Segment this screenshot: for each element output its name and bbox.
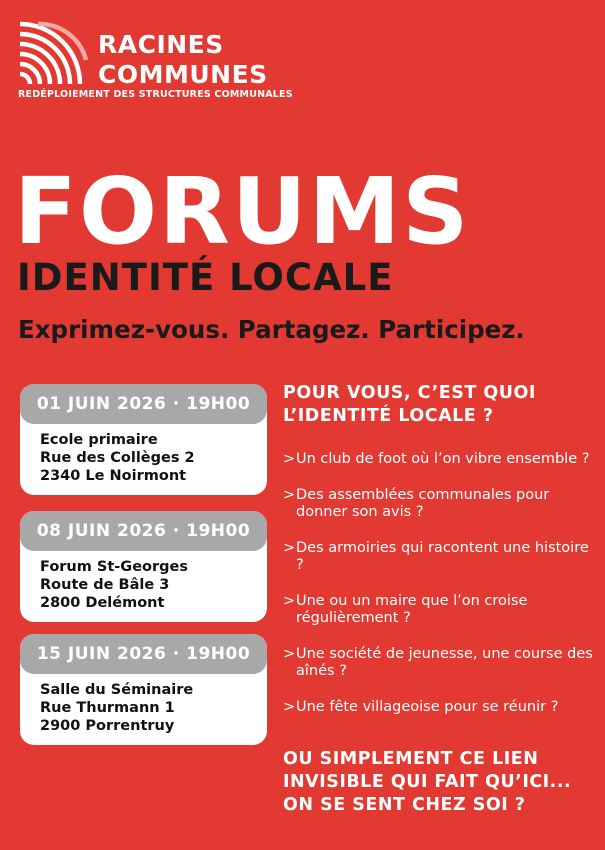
event-card: [20, 384, 267, 495]
list-item-text: Une ou un maire que l’on croise régulièrement ?: [296, 593, 528, 626]
chevron-right-icon: >: [283, 451, 296, 467]
event-city: 2800 Delémont: [40, 595, 165, 611]
closing-line: ON SE SENT CHEZ SOI ?: [283, 795, 526, 815]
question-line: L’IDENTITÉ LOCALE ?: [283, 406, 494, 426]
list-item-text: Des armoiries qui racontent une histoire ?: [296, 540, 589, 573]
list-item-text: Une société de jeunesse, une course des aînés ?: [296, 646, 593, 679]
logo-line2: COMMUNES: [98, 60, 268, 89]
chevron-right-icon: >: [283, 487, 296, 503]
event-street: Rue des Collèges 2: [40, 450, 195, 466]
event-city: 2900 Porrentruy: [40, 718, 175, 734]
event-place: Forum St-Georges: [40, 559, 188, 575]
list-item: [283, 593, 598, 627]
logo-arcs-icon: [18, 20, 88, 86]
list-item: [283, 540, 598, 574]
event-date: 15 JUIN 2026 · 19H00: [20, 634, 267, 674]
event-address: [20, 674, 267, 745]
logo-line1: RACINES: [98, 30, 224, 59]
chevron-right-icon: >: [283, 540, 296, 556]
event-place: Ecole primaire: [40, 432, 158, 448]
list-item: [283, 451, 598, 468]
question-line: POUR VOUS, C’EST QUOI: [283, 383, 536, 403]
closing-line: INVISIBLE QUI FAIT QU’ICI...: [283, 772, 572, 792]
event-date: 08 JUIN 2026 · 19H00: [20, 511, 267, 551]
chevron-right-icon: >: [283, 699, 296, 715]
event-address: [20, 551, 267, 622]
list-item: [283, 487, 598, 521]
event-card: [20, 511, 267, 622]
logo-tagline: REDÉPLOIEMENT DES STRUCTURES COMMUNALES: [18, 89, 293, 100]
chevron-right-icon: >: [283, 646, 296, 662]
chevron-right-icon: >: [283, 593, 296, 609]
event-date: 01 JUIN 2026 · 19H00: [20, 384, 267, 424]
list-item-text: Un club de foot où l’on vibre ensemble ?: [296, 451, 590, 467]
event-street: Route de Bâle 3: [40, 577, 170, 593]
page-subtitle: IDENTITÉ LOCALE: [17, 256, 394, 299]
question-heading: [283, 382, 536, 428]
list-item-text: Une fête villageoise pour se réunir ?: [296, 699, 559, 715]
question-list: [283, 451, 598, 735]
logo: [18, 20, 293, 100]
event-address: [20, 424, 267, 495]
slogan: Exprimez-vous. Partagez. Participez.: [18, 315, 525, 344]
closing-statement: [283, 748, 571, 817]
page-title: FORUMS: [14, 158, 471, 265]
event-street: Rue Thurmann 1: [40, 700, 175, 716]
list-item: [283, 646, 598, 680]
event-card: [20, 634, 267, 745]
list-item: [283, 699, 598, 716]
event-city: 2340 Le Noirmont: [40, 468, 187, 484]
event-place: Salle du Séminaire: [40, 682, 194, 698]
closing-line: OU SIMPLEMENT CE LIEN: [283, 749, 539, 769]
list-item-text: Des assemblées communales pour donner son avis ?: [296, 487, 550, 520]
